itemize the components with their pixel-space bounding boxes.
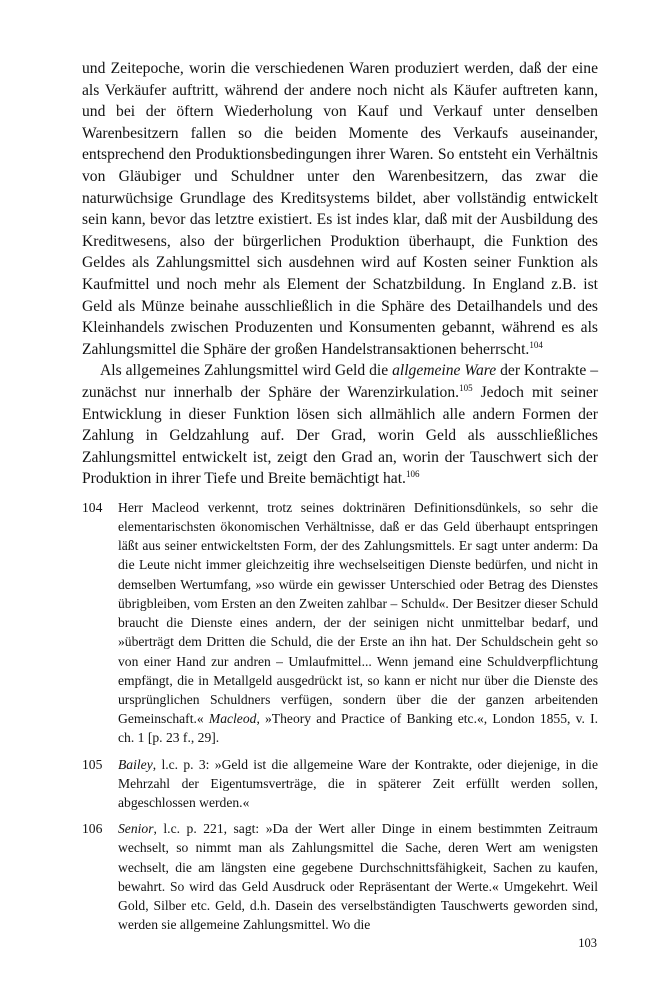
page-number: 103 <box>578 936 597 950</box>
page-content <box>82 58 598 941</box>
footnote-number: 104 <box>82 499 103 515</box>
paragraph-2 <box>82 360 598 490</box>
footnote-text <box>118 819 598 934</box>
footnote-ref-104: 104 <box>529 339 543 350</box>
footnote-text <box>118 755 598 813</box>
paragraph-2-text-b: der Kontrakte – zunächst nur innerhalb der Sphäre der Warenzirkulation. <box>82 362 599 401</box>
footnote-104-source: , »Theory and Practice of Banking etc.«, London 1855, v. I. ch. 1 [p. 23 f., 29]. <box>118 711 598 746</box>
footnote-number: 105 <box>82 756 103 772</box>
paragraph-1 <box>82 58 598 360</box>
paragraph-2-text-a: Als allgemeines Zahlungsmittel wird Geld die <box>100 362 393 380</box>
footnote-106-author: Senior <box>118 821 154 837</box>
footnote-106 <box>82 819 598 934</box>
paragraph-2-text-c: Jedoch mit seiner Entwicklung in dieser Funktion lösen sich allmählich alle andern Formen der Zahlung in Geldzahlung auf. Der Grad, worin Geld als ausschließliches Zahlungsmittel entwickelt ist, zeigt den Grad an, worin der Tauschwert sich der Produktion in ihrer Tiefe und Breite bemächtigt hat. <box>82 383 599 488</box>
footnote-text <box>118 498 598 748</box>
footnote-105-author: Bailey <box>118 756 153 772</box>
footnotes <box>82 498 598 934</box>
paragraph-1-text: und Zeitepoche, worin die verschiedenen Waren produziert werden, daß der eine als Verkäufer auftritt, während der andere noch nicht als Käufer auftreten kann, und bei der öftern Wiederholung von Kauf und Verkauf unter denselben Warenbesitzern fallen so die beiden Momente des Verkaufs auseinander, entsprechend den Produktionsbedingungen ihrer Waren. So entsteht ein Verhältnis von Gläubiger und Schuldner unter den Warenbesitzern, das zwar die naturwüchsige Grundlage des Kreditsystems bildet, aber vollständig entwickelt sein kann, bevor das letztre existiert. Es ist indes klar, daß mit der Ausbildung des Kreditwesens, also der bürgerlichen Produktion überhaupt, die Funktion des Geldes als Zahlungsmittel sich ausdehnen wird auf Kosten seiner Funktion als Kaufmittel und noch mehr als Element der Schatzbildung. In England z.B. ist Geld als Münze beinahe ausschließlich in die Sphäre des Detailhandels und des Kleinhandels zwischen Produzenten und Konsumenten gebannt, während es als Zahlungsmittel die Sphäre der großen Handelstransaktionen beherrscht. <box>82 60 598 358</box>
footnote-number: 106 <box>82 821 103 837</box>
footnote-106-body: , l.c. p. 221, sagt: »Da der Wert aller Dinge in einem bestimmten Zeitraum wechselt, so nimmt man als Zahlungsmittel die Sache, deren Wert am wenigsten wechselt, die am längsten eine gegebene Durchschnittsfähigkeit, Sachen zu kaufen, bewahrt. So wird das Geld Ausdruck oder Repräsentant der Werte.« Umgekehrt. Weil Gold, Silber etc. Geld, d.h. Dasein des verselbständigten Tauschwerts geworden sind, werden sie allgemeine Zahlungsmittel. Wo die <box>118 821 598 933</box>
footnote-104-body: Herr Macleod verkennt, trotz seines doktrinären Definitionsdünkels, so sehr die elementarischsten ökonomischen Verhältnisse, daß er das Geld überhaupt entspringen läßt aus seiner entwickeltsten Form, der des Zahlungsmittels. Er sagt unter anderm: Da die Leute nicht immer gleichzeitig ihre wechselseitigen Dienste bedürfen, und nicht in demselben Wertumfang, »so würde ein gewisser Unterschied oder Betrag des Dienstes übrigbleiben, vom Ersten an den Zweiten zahlbar – Schuld«. Der Besitzer dieser Schuld braucht die Dienste eines andern, der der seinigen nicht unmittelbar bedarf, und »überträgt dem Dritten die Schuld, die der Erste an ihn hat. Der Schuldschein geht so von einer Hand zur andren – Umlaufmittel... Wenn jemand eine Schuldverpflichtung empfängt, die in Metallgeld ausgedrückt ist, so kann er nicht nur über die Dienste des ursprünglichen Schuldners verfügen, sondern über die der ganzen arbeitenden Gemeinschaft.« <box>118 499 598 727</box>
main-text <box>82 58 598 490</box>
footnote-104 <box>82 498 598 748</box>
footnote-105 <box>82 755 598 813</box>
paragraph-2-italic: allgemeine Ware <box>392 362 497 380</box>
footnote-104-author: Macleod <box>208 711 257 727</box>
footnote-ref-105: 105 <box>459 382 473 393</box>
footnote-105-body: , l.c. p. 3: »Geld ist die allgemeine Ware der Kontrakte, oder diejenige, in die Mehrzahl der Eigentumsverträge, die in späterer Zeit erfüllt werden sollen, abgeschlossen werden.« <box>118 756 598 810</box>
footnote-ref-106: 106 <box>405 469 420 480</box>
